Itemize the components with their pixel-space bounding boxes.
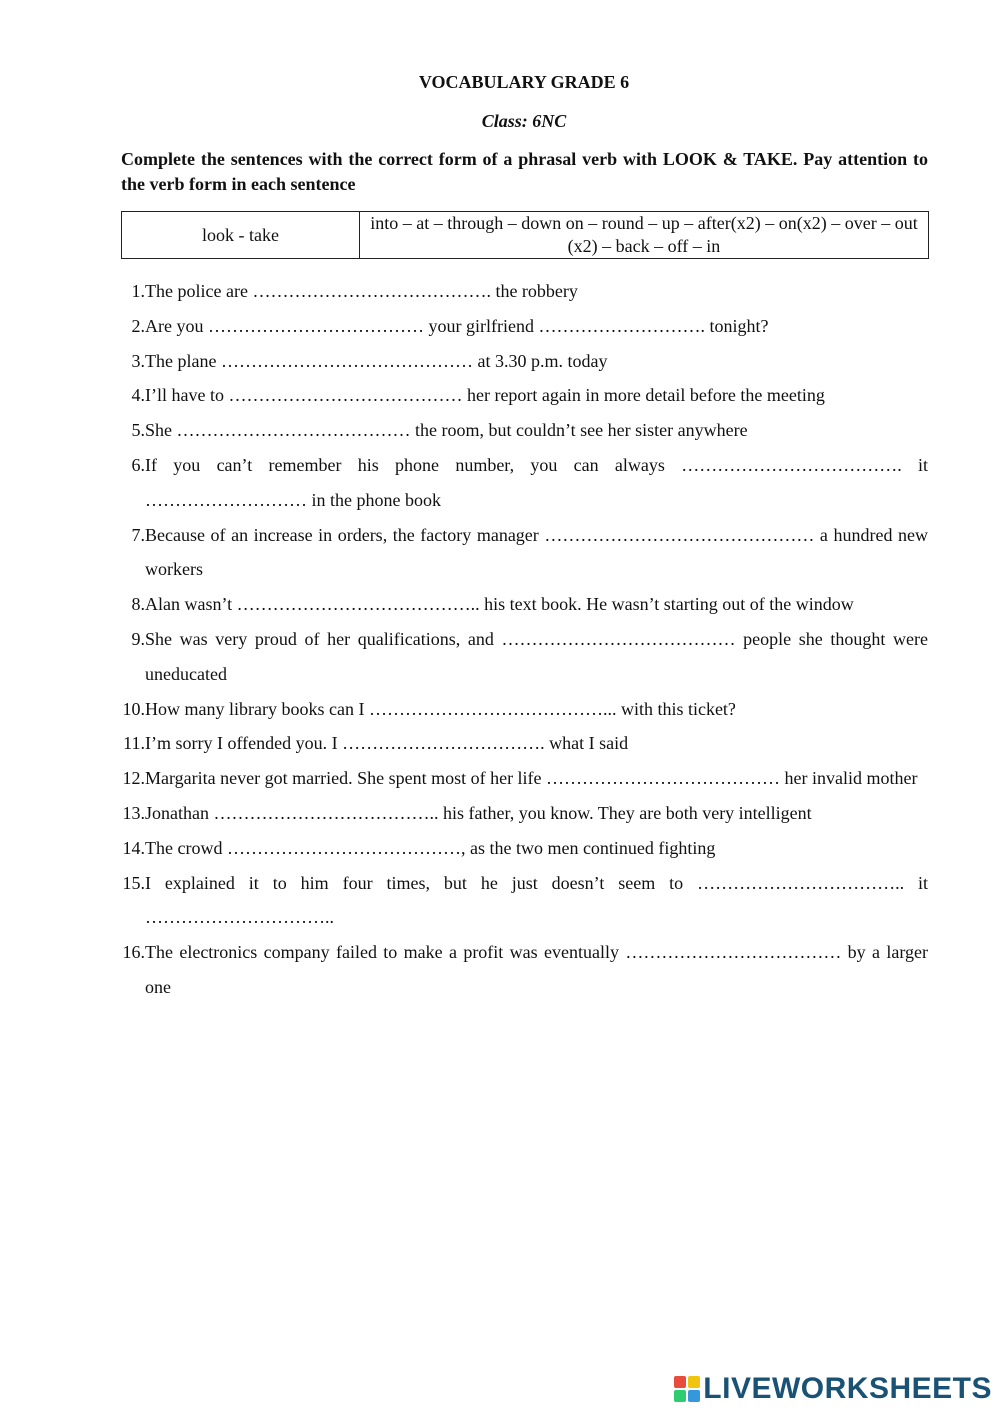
question-text: I’m sorry I offended you. I ……………………………. what I said <box>145 733 629 754</box>
question-number: 10. <box>122 698 145 719</box>
question-text: If you can’t remember his phone number, you can always ………………………………. it ……………………… in the phone book <box>145 454 928 510</box>
question-item <box>112 866 928 936</box>
page-title: VOCABULARY GRADE 6 <box>418 72 630 92</box>
question-number: 5. <box>131 420 145 441</box>
question-text: How many library books can I …………………………………... with this ticket? <box>145 698 736 719</box>
question-text: Margarita never got married. She spent most of her life ………………………………… her invalid mother <box>145 768 918 789</box>
question-text: Are you ……………………………… your girlfriend ………………………. tonight? <box>145 315 769 336</box>
liveworksheets-logo[interactable] <box>674 1371 992 1407</box>
logo-square-yellow <box>688 1376 700 1388</box>
question-item <box>112 761 928 796</box>
question-number: 3. <box>131 350 145 371</box>
question-item <box>112 378 928 413</box>
question-item <box>112 831 928 866</box>
question-item <box>112 935 928 1005</box>
logo-square-red <box>674 1376 686 1388</box>
word-bank-particles: into – at – through – down on – round – up – after(x2) – on(x2) – over – out (x2) – back – off – in <box>360 212 929 259</box>
question-text: Jonathan ……………………………….. his father, you know. They are both very intelligent <box>145 802 812 823</box>
question-item <box>112 518 928 588</box>
question-list <box>112 274 928 1005</box>
question-item <box>112 344 928 379</box>
question-text: The plane …………………………………… at 3.30 p.m. today <box>145 350 608 371</box>
question-text: The police are …………………………………. the robbery <box>145 281 578 301</box>
question-item <box>112 413 928 448</box>
question-text: Because of an increase in orders, the factory manager ……………………………………… a hundred new workers <box>145 524 928 580</box>
question-number: 6. <box>131 454 145 475</box>
question-text: The electronics company failed to make a profit was eventually ……………………………… by a larger one <box>145 942 928 997</box>
question-number: 14. <box>122 837 145 858</box>
question-item <box>112 274 928 309</box>
question-number: 13. <box>122 802 145 823</box>
class-label: Class: 6NC <box>481 111 567 131</box>
question-item <box>112 692 928 727</box>
question-text: I’ll have to ………………………………… her report again in more detail before the meeting <box>145 385 825 406</box>
logo-square-blue <box>688 1390 700 1402</box>
question-number: 16. <box>122 942 145 963</box>
question-text: She ………………………………… the room, but couldn’t see her sister anywhere <box>145 420 748 441</box>
question-text: I explained it to him four times, but he just doesn’t seem to …………………………….. it ………………………….. <box>145 872 928 928</box>
word-bank-verbs: look - take <box>122 212 360 259</box>
question-item <box>112 726 928 761</box>
question-number: 8. <box>131 594 145 615</box>
logo-text: LIVEWORKSHEETS <box>703 1372 992 1405</box>
question-number: 9. <box>131 628 145 649</box>
question-number: 7. <box>131 524 145 545</box>
question-text: Alan wasn’t ………………………………….. his text book. He wasn’t starting out of the window <box>145 594 854 615</box>
question-number: 11. <box>123 733 145 754</box>
question-text: She was very proud of her qualifications, and ………………………………… people she thought were uneducated <box>145 628 928 684</box>
logo-square-green <box>674 1390 686 1402</box>
question-number: 2. <box>131 315 145 336</box>
question-item <box>112 796 928 831</box>
question-item <box>112 309 928 344</box>
question-number: 1. <box>131 281 145 301</box>
word-bank-table <box>121 211 929 259</box>
instructions: Complete the sentences with the correct form of a phrasal verb with LOOK & TAKE. Pay attention to the verb form in each sentence <box>121 149 928 194</box>
word-bank-row <box>122 212 929 259</box>
question-item <box>112 448 928 518</box>
question-number: 4. <box>131 385 145 406</box>
question-text: The crowd …………………………………, as the two men continued fighting <box>145 837 716 858</box>
question-item <box>112 622 928 692</box>
question-item <box>112 587 928 622</box>
liveworksheets-logo-icon <box>674 1376 700 1402</box>
question-number: 12. <box>122 768 145 789</box>
question-number: 15. <box>122 872 145 893</box>
